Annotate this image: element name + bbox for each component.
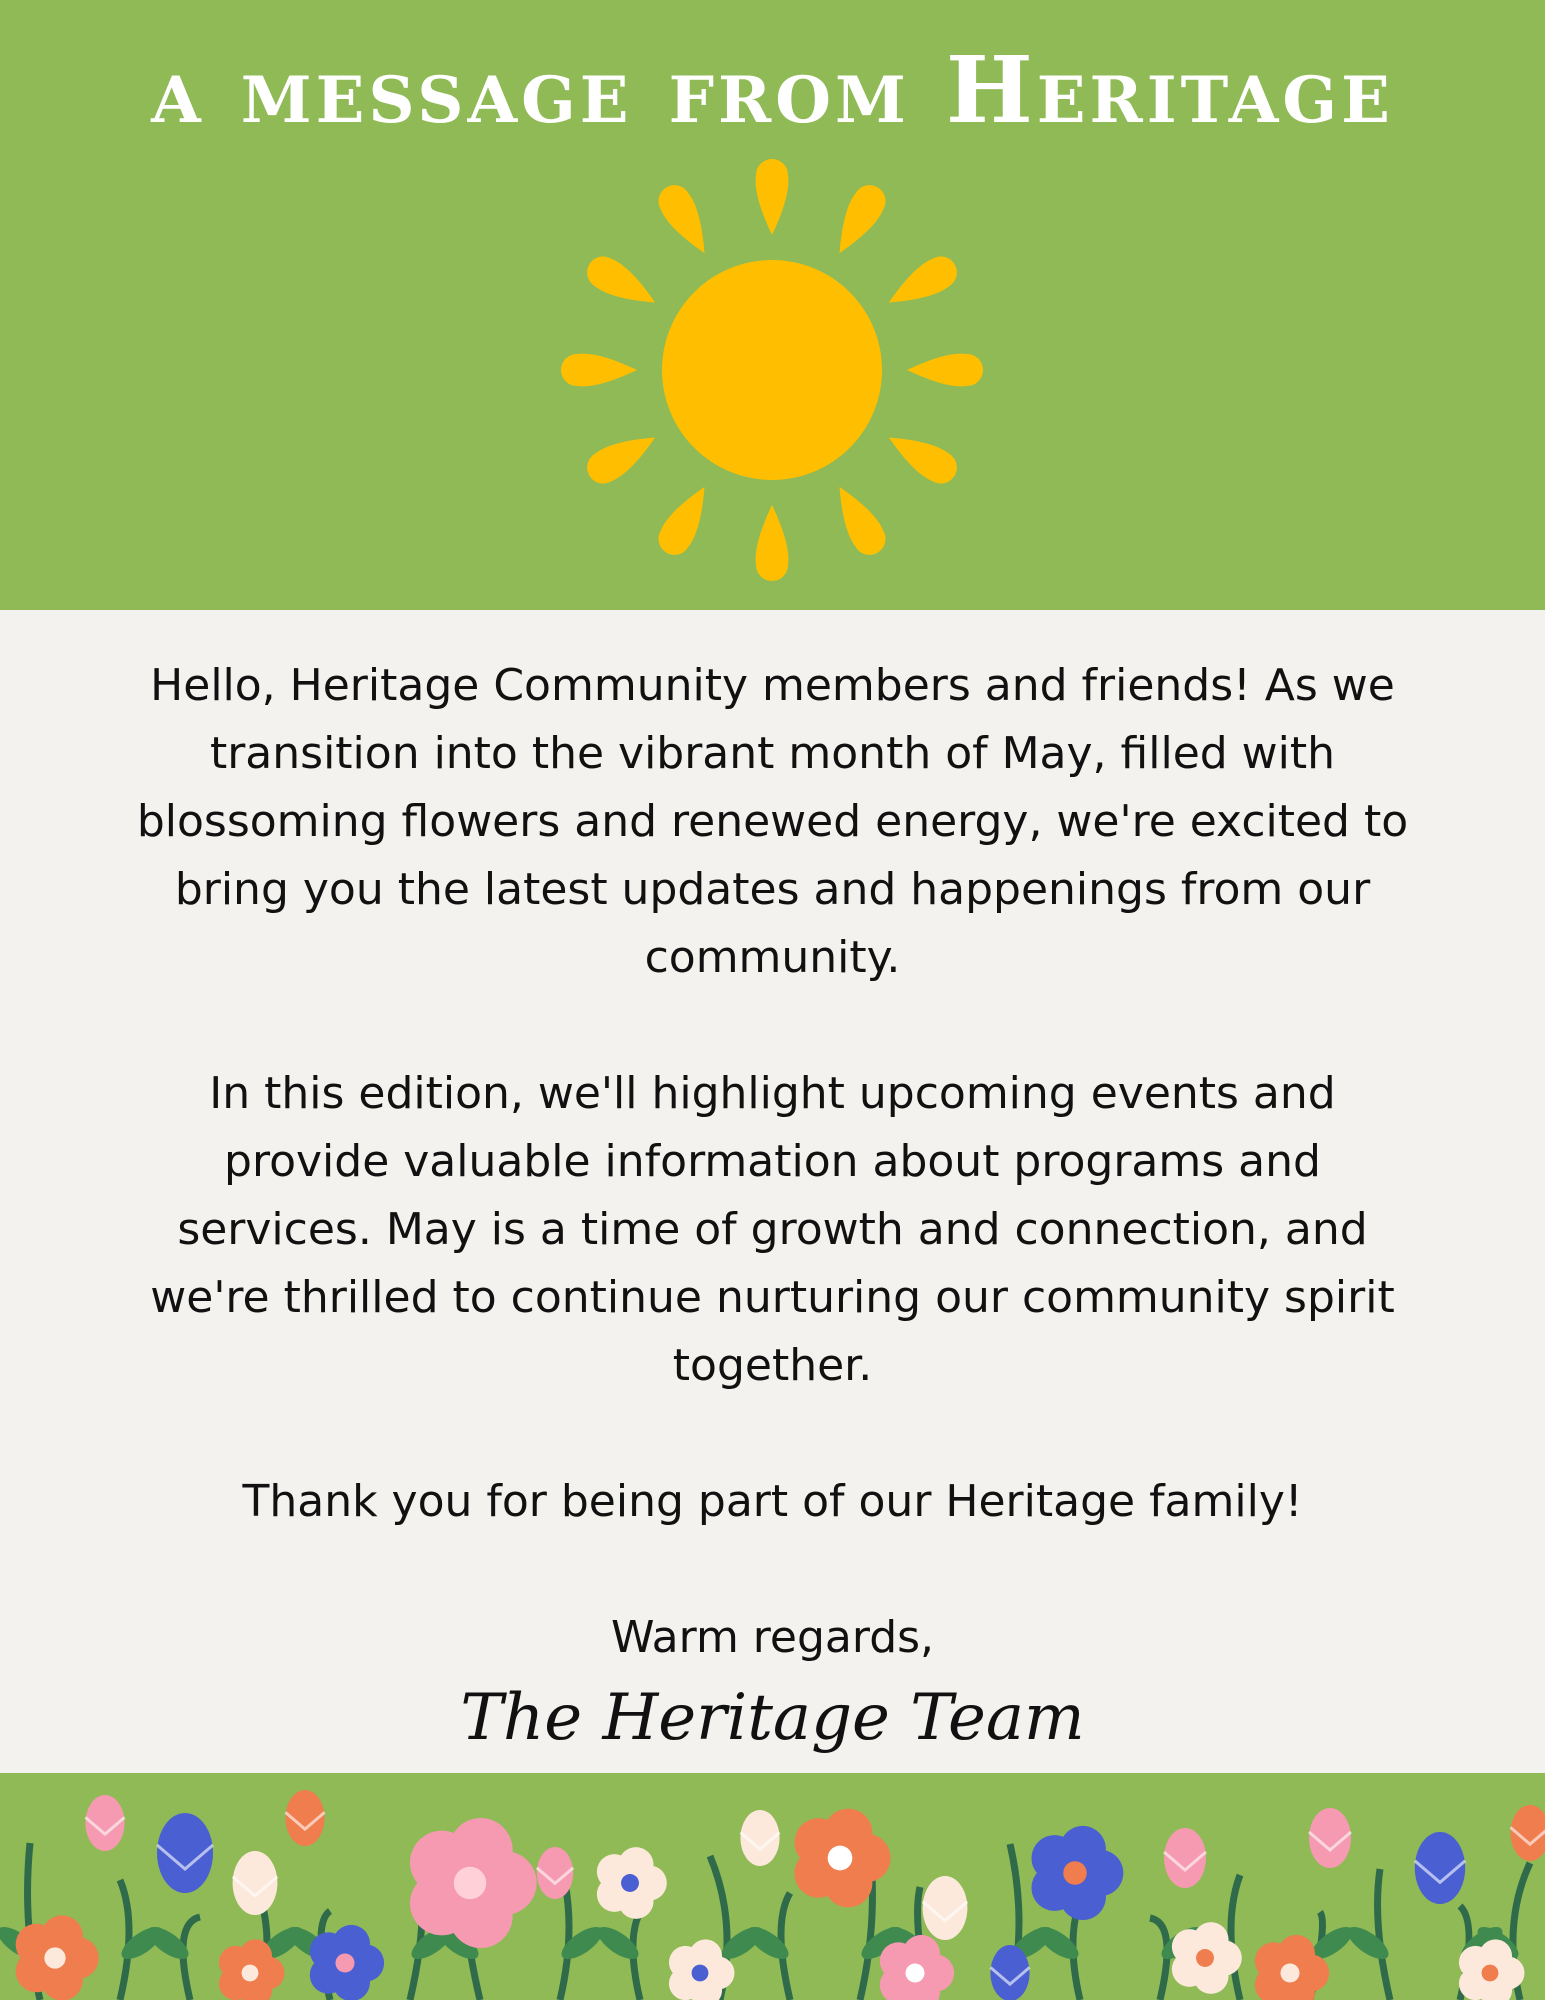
flower-center xyxy=(1063,1861,1087,1885)
sun-ray xyxy=(652,179,718,261)
stem xyxy=(1231,1875,1240,2000)
flower-center xyxy=(44,1947,65,1968)
flower-center xyxy=(335,1953,354,1972)
closing-line: Warm regards, xyxy=(610,1612,935,1663)
flower-center xyxy=(454,1867,486,1899)
sun-ray xyxy=(881,250,963,316)
thanks-paragraph: Thank you for being part of our Heritage family! xyxy=(242,1476,1303,1527)
sun-ray xyxy=(561,354,637,387)
flower-center xyxy=(828,1846,853,1871)
flower-center xyxy=(905,1963,924,1982)
stem xyxy=(120,1880,129,2000)
sun-ray xyxy=(652,479,718,561)
sun-ray xyxy=(756,159,789,235)
flower-center xyxy=(242,1965,259,1982)
edition-paragraph: In this edition, we'll highlight upcoming events and provide valuable information about programs and services. May is a time of growth and connection, and we're thrilled to continue nurturing our community spirit together. xyxy=(150,1068,1395,1391)
page-title: a message from Heritage xyxy=(151,36,1394,144)
letter-body xyxy=(0,610,1545,1773)
sun-ray xyxy=(825,179,891,261)
sun-icon xyxy=(552,150,992,590)
sun-ray xyxy=(756,505,789,581)
stem xyxy=(1150,1918,1167,2000)
flower-center xyxy=(1482,1965,1499,1982)
sun-ray xyxy=(581,250,663,316)
sun-ray xyxy=(581,423,663,489)
signature: The Heritage Team xyxy=(460,1681,1085,1755)
flower-border-icon xyxy=(0,1773,1545,2000)
stem xyxy=(183,1917,200,2000)
flower-center xyxy=(1280,1963,1299,1982)
flower-center xyxy=(692,1965,709,1982)
sun-ray xyxy=(881,423,963,489)
flower-center xyxy=(621,1874,639,1892)
sun-ray xyxy=(825,479,891,561)
intro-paragraph: Hello, Heritage Community members and friends! As we transition into the vibrant month of May, filled with blossoming flowers and renewed energy, we're excited to bring you the latest updates and happenings from our community. xyxy=(136,660,1409,983)
flower-center xyxy=(1196,1949,1214,1967)
sun-ray xyxy=(907,354,983,387)
stem xyxy=(1378,1869,1390,2000)
header-banner xyxy=(0,0,1545,610)
leaf xyxy=(1343,1921,1394,1965)
